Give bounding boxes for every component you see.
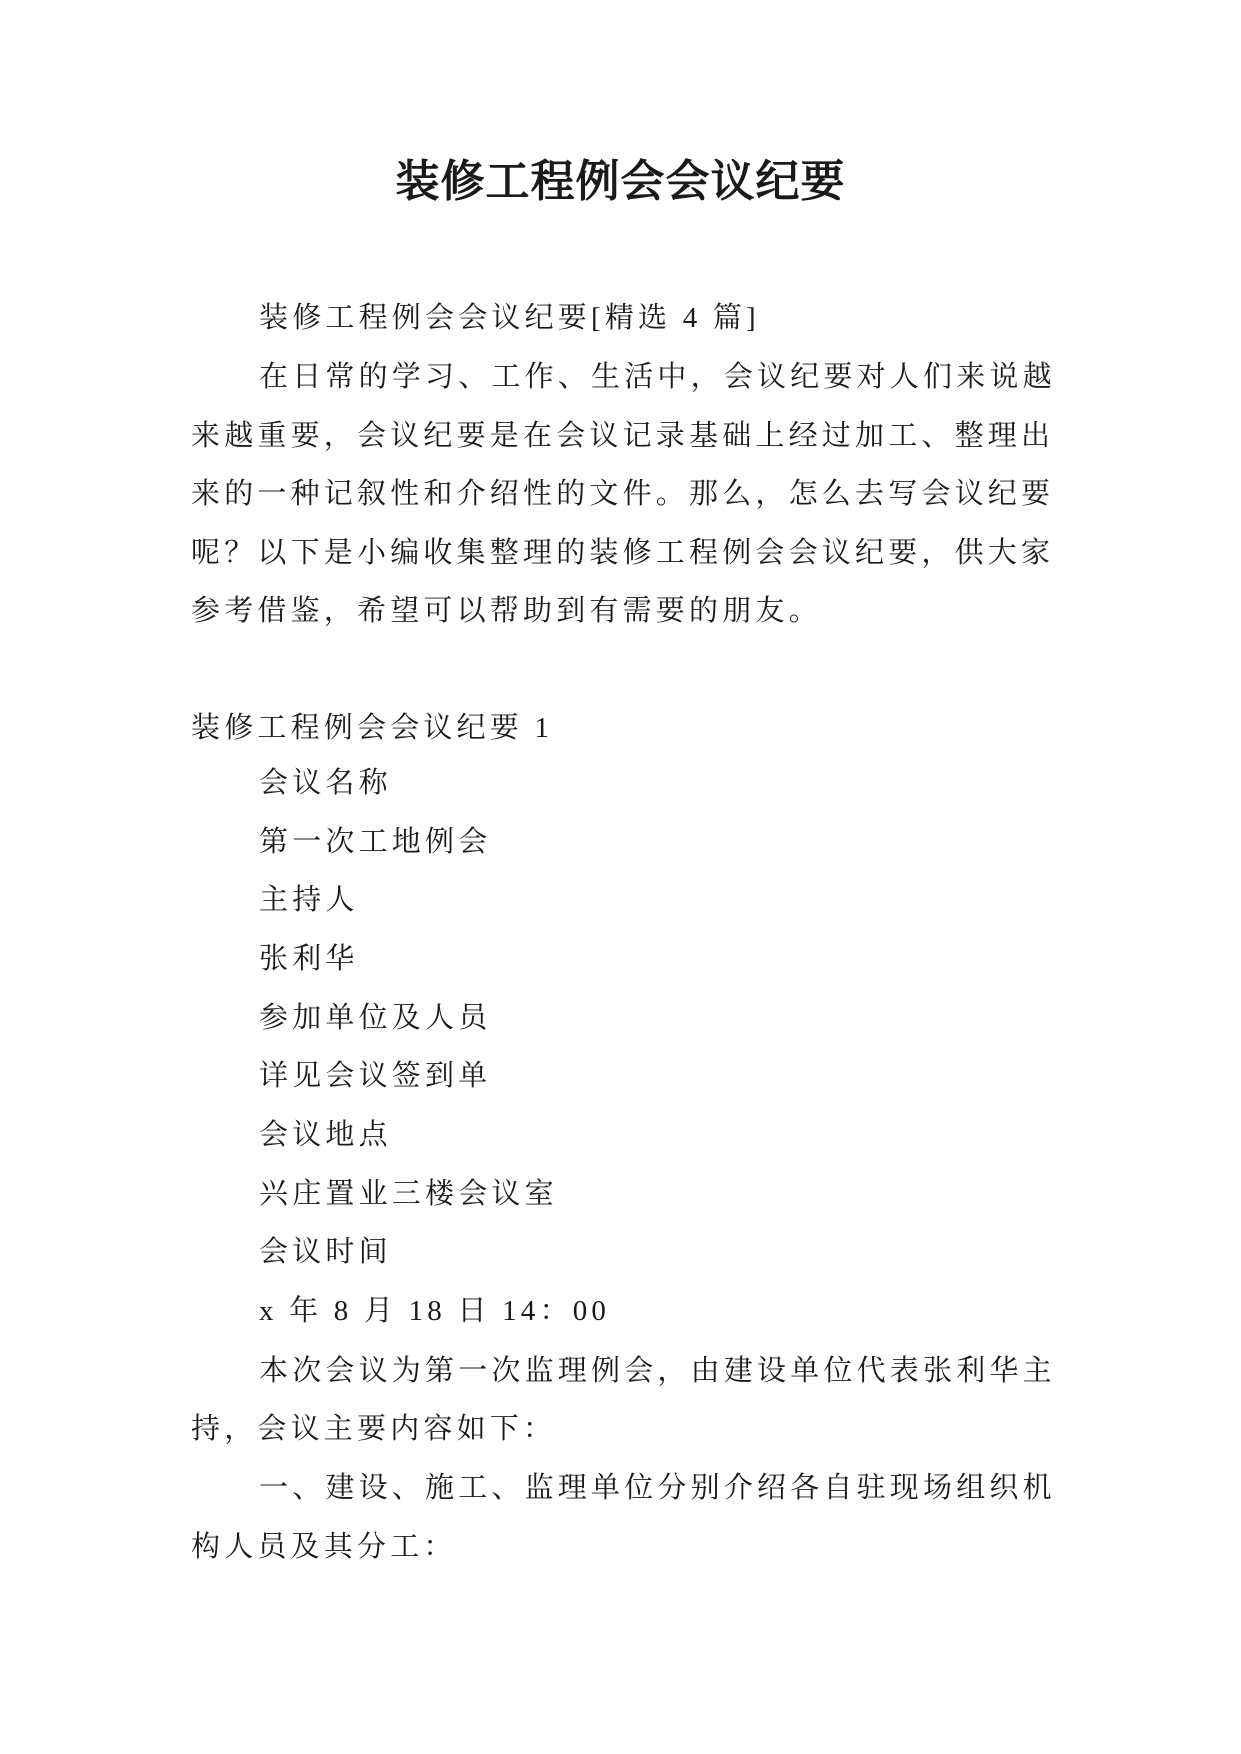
intro-paragraph-line: 呢？以下是小编收集整理的装修工程例会会议纪要，供大家 — [191, 537, 1055, 569]
time-label: 会议时间 — [259, 1236, 392, 1268]
intro-paragraph-line: 来越重要，会议纪要是在会议记录基础上经过加工、整理出 — [191, 420, 1055, 452]
intro-paragraph-line: 参考借鉴，希望可以帮助到有需要的朋友。 — [191, 595, 822, 627]
meeting-name-label: 会议名称 — [259, 767, 392, 799]
participants-value: 详见会议签到单 — [259, 1060, 492, 1092]
intro-paragraph-line: 来的一种记叙性和介绍性的文件。那么，怎么去写会议纪要 — [191, 478, 1055, 510]
host-label: 主持人 — [259, 884, 359, 916]
time-value: x 年 8 月 18 日 14：00 — [259, 1295, 611, 1327]
body-paragraph-line: 一、建设、施工、监理单位分别介绍各自驻现场组织机 — [259, 1472, 1056, 1504]
intro-paragraph-line: 在日常的学习、工作、生活中，会议纪要对人们来说越 — [259, 361, 1056, 393]
participants-label: 参加单位及人员 — [259, 1002, 492, 1034]
location-label: 会议地点 — [259, 1119, 392, 1151]
document-title: 装修工程例会会议纪要 — [395, 157, 846, 206]
host-value: 张利华 — [259, 943, 359, 975]
section-heading: 装修工程例会会议纪要 1 — [191, 712, 554, 744]
body-paragraph-line: 构人员及其分工： — [191, 1531, 457, 1563]
location-value: 兴庄置业三楼会议室 — [259, 1178, 558, 1210]
document-subtitle: 装修工程例会会议纪要[精选 4 篇] — [259, 302, 760, 334]
body-paragraph-line: 本次会议为第一次监理例会，由建设单位代表张利华主 — [259, 1355, 1056, 1387]
meeting-name-value: 第一次工地例会 — [259, 826, 492, 858]
body-paragraph-line: 持，会议主要内容如下： — [191, 1413, 557, 1445]
